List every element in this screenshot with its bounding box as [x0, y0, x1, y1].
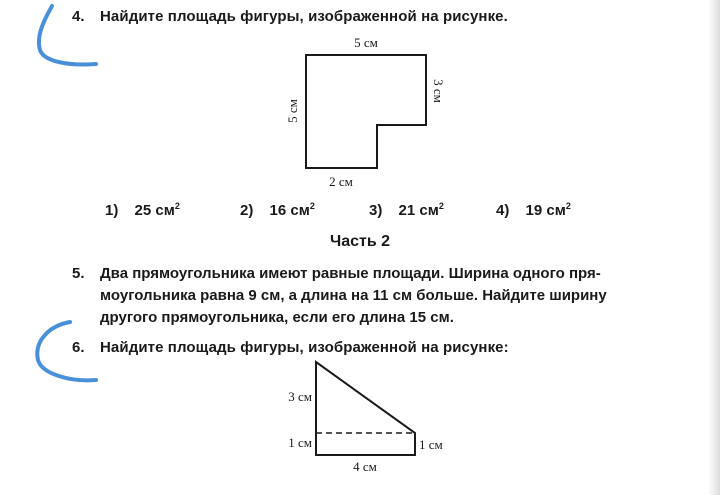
answer-option-3: [369, 201, 444, 219]
answer-1-value: 25 см: [134, 202, 175, 219]
trapezoid-figure: [316, 362, 415, 455]
problem-6-number: 6.: [72, 339, 85, 356]
answer-4-index: 4): [496, 202, 510, 219]
answer-4-value: 19 см: [525, 202, 566, 219]
page-edge-shadow: [708, 0, 720, 495]
answer-2-index: 2): [240, 202, 254, 219]
annotation-mark-2: [37, 322, 96, 380]
answer-1-sup: 2: [174, 201, 180, 211]
problem-6-prompt: Найдите площадь фигуры, изображенной на рисунке:: [100, 339, 509, 356]
problem-4-prompt: Найдите площадь фигуры, изображенной на рисунке.: [100, 8, 508, 25]
answer-4-sup: 2: [565, 201, 571, 211]
problem-5-line-2: моугольника равна 9 см, а длина на 11 см больше. Найдите ширину: [100, 287, 607, 304]
l-shape-figure: [306, 55, 426, 168]
fig4-label-left: 5 см: [285, 99, 300, 123]
problem-5-text: [100, 263, 660, 329]
problem-5-number: 5.: [72, 265, 85, 282]
answer-option-1: [105, 201, 180, 219]
fig6-label-left-top: 3 см: [288, 389, 312, 404]
answer-2-value: 16 см: [269, 202, 310, 219]
problem-5-line-3: другого прямоугольника, если его длина 15 см.: [100, 309, 454, 326]
fig4-label-top: 5 см: [354, 35, 378, 50]
answer-option-2: [240, 201, 315, 219]
answer-option-4: [496, 201, 571, 219]
answer-1-index: 1): [105, 202, 119, 219]
answer-3-value: 21 см: [398, 202, 439, 219]
fig6-label-bottom: 4 см: [353, 459, 377, 474]
fig6-label-left-bottom: 1 см: [288, 435, 312, 450]
answer-3-sup: 2: [438, 201, 444, 211]
part-2-heading: Часть 2: [330, 233, 391, 250]
problem-5-line-1: Два прямоугольника имеют равные площади. Ширина одного пря-: [100, 265, 601, 282]
fig4-label-right: 3 см: [431, 79, 446, 103]
problem-4-number: 4.: [72, 8, 85, 25]
fig4-label-bottom: 2 см: [329, 174, 353, 189]
answer-2-sup: 2: [309, 201, 315, 211]
annotation-mark-1: [39, 6, 96, 64]
fig6-label-right: 1 см: [419, 437, 443, 452]
answer-3-index: 3): [369, 202, 383, 219]
